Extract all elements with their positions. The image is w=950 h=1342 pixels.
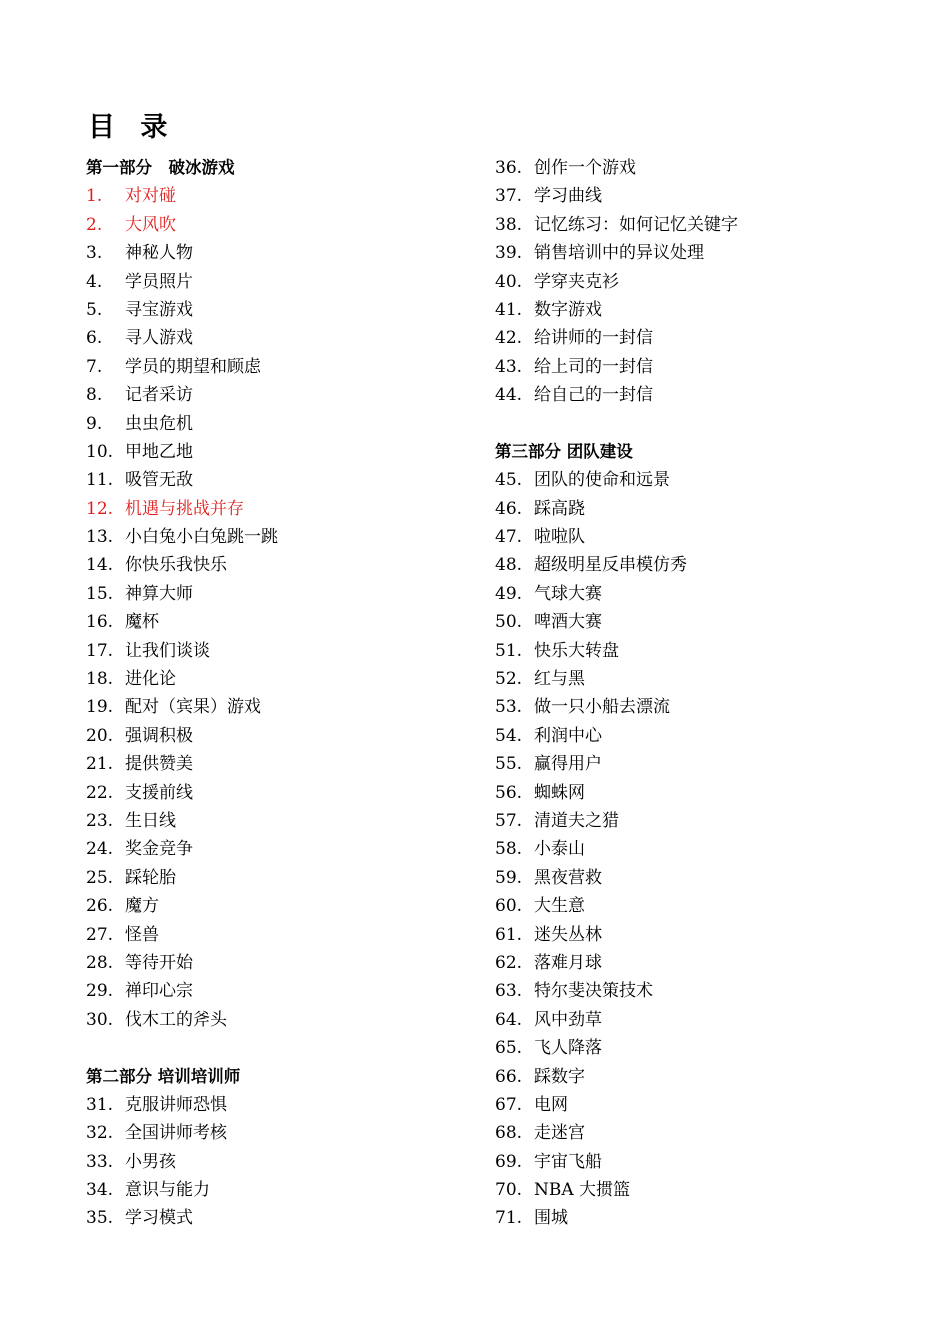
toc-right-column [495, 154, 895, 1233]
toc-item [86, 1006, 486, 1034]
toc-item-number: 5. [86, 299, 103, 320]
toc-item-number: 42. [495, 328, 523, 349]
toc-item-title: 生日线 [125, 810, 176, 831]
toc-item-number: 1. [86, 186, 103, 207]
toc-item-title: 围城 [534, 1208, 568, 1229]
toc-item-title: 伐木工的斧头 [125, 1009, 227, 1030]
toc-item-number: 37. [495, 186, 523, 207]
toc-item [86, 466, 486, 494]
toc-item-number: 35. [86, 1208, 114, 1229]
toc-item-title: 全国讲师考核 [125, 1123, 227, 1144]
toc-item-number: 36. [495, 158, 523, 178]
toc-item-title: 超级明星反串模仿秀 [534, 555, 687, 576]
toc-item [86, 324, 486, 352]
toc-item-number: 54. [495, 725, 523, 746]
toc-item [86, 296, 486, 324]
toc-item [86, 750, 486, 778]
toc-item-title: 配对（宾果）游戏 [125, 697, 261, 718]
toc-item-number: 10. [86, 441, 114, 462]
section-heading: 第三部分 团队建设 [495, 441, 633, 461]
toc-item-title: 学穿夹克衫 [534, 271, 619, 292]
toc-item-title: 对对碰 [125, 186, 176, 207]
toc-item-title: 啦啦队 [534, 527, 585, 548]
toc-item [495, 523, 895, 551]
toc-item-title: 神秘人物 [125, 243, 193, 264]
toc-item-number: 25. [86, 867, 114, 888]
toc-item-title: 落难月球 [534, 952, 602, 973]
toc-item-title: 提供赞美 [125, 754, 193, 775]
toc-item [495, 864, 895, 892]
toc-item-title: 踩轮胎 [125, 867, 176, 888]
toc-item-number: 41. [495, 299, 523, 320]
toc-item [495, 892, 895, 920]
toc-item-number: 7. [86, 356, 103, 377]
toc-item-number: 19. [86, 697, 114, 718]
toc-item-title: 小泰山 [534, 839, 585, 860]
toc-item-title: 寻宝游戏 [125, 299, 193, 320]
toc-item-title: 等待开始 [125, 952, 193, 973]
toc-item-number: 43. [495, 356, 523, 377]
toc-item-number: 69. [495, 1151, 523, 1172]
toc-item-number: 45. [495, 470, 523, 491]
toc-item-number: 47. [495, 527, 523, 548]
toc-item [86, 693, 486, 721]
toc-item [495, 1204, 895, 1232]
toc-item-title: 气球大赛 [534, 583, 602, 604]
toc-item-title: 寻人游戏 [125, 328, 193, 349]
toc-item [495, 353, 895, 381]
toc-item-title: 赢得用户 [534, 754, 602, 775]
toc-item [86, 864, 486, 892]
toc-item [86, 921, 486, 949]
toc-item-title: 大风吹 [125, 214, 176, 235]
toc-item-number: 11. [86, 470, 114, 491]
toc-item [86, 182, 486, 210]
toc-item [495, 1119, 895, 1147]
toc-item-title: 神算大师 [125, 583, 193, 604]
toc-item [86, 892, 486, 920]
toc-item [495, 807, 895, 835]
toc-item-title: 宇宙飞船 [534, 1151, 602, 1172]
toc-item-title: 魔方 [125, 896, 159, 917]
blank-line [495, 410, 895, 438]
toc-item-title: 团队的使命和远景 [534, 470, 670, 491]
toc-item-title: 特尔斐决策技术 [534, 981, 653, 1002]
toc-item-title: 销售培训中的异议处理 [534, 243, 704, 264]
toc-item-title: 踩数字 [534, 1066, 585, 1087]
toc-item-number: 18. [86, 669, 114, 690]
toc-item-title: 走迷宫 [534, 1123, 585, 1144]
toc-item-number: 51. [495, 640, 523, 661]
toc-item [86, 410, 486, 438]
toc-left-column [86, 154, 486, 1233]
toc-item-number: 23. [86, 810, 114, 831]
toc-item-title: 机遇与挑战并存 [125, 498, 244, 519]
toc-item-title: 意识与能力 [125, 1180, 210, 1201]
toc-item [495, 182, 895, 210]
toc-item-title: 让我们谈谈 [125, 640, 210, 661]
toc-item [495, 211, 895, 239]
toc-item-number: 40. [495, 271, 523, 292]
toc-item [495, 296, 895, 324]
toc-item-number: 17. [86, 640, 114, 661]
toc-item-number: 9. [86, 413, 103, 434]
toc-item-number: 46. [495, 498, 523, 519]
toc-item-number: 56. [495, 782, 523, 803]
toc-item-title: 进化论 [125, 669, 176, 690]
toc-item-number: 50. [495, 612, 523, 633]
toc-item [86, 779, 486, 807]
toc-item [495, 779, 895, 807]
toc-item-title: 清道夫之猎 [534, 810, 619, 831]
toc-item-number: 29. [86, 981, 114, 1002]
toc-item [86, 1119, 486, 1147]
toc-item-number: 34. [86, 1180, 114, 1201]
toc-item-number: 64. [495, 1009, 523, 1030]
toc-item [495, 921, 895, 949]
toc-item-number: 63. [495, 981, 523, 1002]
toc-item-number: 66. [495, 1066, 523, 1087]
toc-item-title: 小男孩 [125, 1151, 176, 1172]
toc-item-title: 给自己的一封信 [534, 385, 653, 406]
toc-item [495, 637, 895, 665]
toc-item-title: 魔杯 [125, 612, 159, 633]
toc-item [86, 495, 486, 523]
toc-item [495, 1006, 895, 1034]
toc-item-title: 怪兽 [125, 924, 159, 945]
toc-item [86, 438, 486, 466]
toc-item [86, 1176, 486, 1204]
toc-item [86, 239, 486, 267]
toc-item-number: 52. [495, 669, 523, 690]
toc-item [86, 608, 486, 636]
toc-item-number: 15. [86, 583, 114, 604]
toc-item [495, 1148, 895, 1176]
toc-item-number: 4. [86, 271, 103, 292]
toc-item-number: 44. [495, 385, 523, 406]
toc-item-number: 38. [495, 214, 523, 235]
toc-item [495, 495, 895, 523]
toc-item [495, 268, 895, 296]
toc-item-title: 踩高跷 [534, 498, 585, 519]
toc-item-number: 59. [495, 867, 523, 888]
toc-item-number: 24. [86, 839, 114, 860]
toc-item-title: 你快乐我快乐 [125, 555, 227, 576]
toc-item [86, 835, 486, 863]
toc-item-number: 27. [86, 924, 114, 945]
toc-item [86, 1091, 486, 1119]
section-heading: 第一部分 破冰游戏 [86, 158, 235, 177]
toc-item-title: 黑夜营救 [534, 867, 602, 888]
toc-item [86, 381, 486, 409]
toc-item-title: 禅印心宗 [125, 981, 193, 1002]
toc-item [495, 665, 895, 693]
toc-item-number: 8. [86, 385, 103, 406]
toc-item [86, 523, 486, 551]
toc-item-title: 创作一个游戏 [534, 158, 636, 178]
toc-item-number: 28. [86, 952, 114, 973]
toc-item [86, 1204, 486, 1232]
toc-item-number: 14. [86, 555, 114, 576]
toc-item [495, 750, 895, 778]
toc-item-number: 21. [86, 754, 114, 775]
toc-item-number: 12. [86, 498, 114, 519]
toc-item-number: 39. [495, 243, 523, 264]
toc-item [495, 1176, 895, 1204]
toc-item-number: 33. [86, 1151, 114, 1172]
toc-item [495, 835, 895, 863]
toc-item-title: 风中劲草 [534, 1009, 602, 1030]
toc-item-number: 58. [495, 839, 523, 860]
toc-item-title: 记者采访 [125, 385, 193, 406]
toc-item [86, 1148, 486, 1176]
toc-item-title: 快乐大转盘 [534, 640, 619, 661]
toc-item-number: 22. [86, 782, 114, 803]
toc-item [86, 551, 486, 579]
toc-item-number: 53. [495, 697, 523, 718]
toc-item [495, 551, 895, 579]
toc-item [495, 1091, 895, 1119]
toc-item [495, 154, 895, 182]
toc-item-title: 支援前线 [125, 782, 193, 803]
toc-item-title: 数字游戏 [534, 299, 602, 320]
toc-item [495, 239, 895, 267]
toc-item-title: 甲地乙地 [125, 441, 193, 462]
toc-item-title: 吸管无敌 [125, 470, 193, 491]
toc-item-number: 20. [86, 725, 114, 746]
toc-item [495, 324, 895, 352]
toc-item [495, 722, 895, 750]
toc-item [495, 381, 895, 409]
toc-item-title: 小白兔小白兔跳一跳 [125, 527, 278, 548]
toc-item-number: 6. [86, 328, 103, 349]
toc-item-title: 利润中心 [534, 725, 602, 746]
toc-item-title: 学习模式 [125, 1208, 193, 1229]
toc-item-title: 迷失丛林 [534, 924, 602, 945]
toc-item-title: 蜘蛛网 [534, 782, 585, 803]
toc-item-title: 飞人降落 [534, 1038, 602, 1059]
toc-item-number: 16. [86, 612, 114, 633]
toc-item-number: 68. [495, 1123, 523, 1144]
toc-item-title: 学习曲线 [534, 186, 602, 207]
toc-item-title: 给上司的一封信 [534, 356, 653, 377]
toc-item [495, 580, 895, 608]
toc-item-number: 55. [495, 754, 523, 775]
toc-item [86, 268, 486, 296]
toc-item-number: 60. [495, 896, 523, 917]
toc-item [86, 580, 486, 608]
toc-item-number: 67. [495, 1094, 523, 1115]
toc-item-title: 奖金竞争 [125, 839, 193, 860]
toc-item-number: 57. [495, 810, 523, 831]
toc-item-number: 2. [86, 214, 103, 235]
toc-item-number: 62. [495, 952, 523, 973]
toc-item [86, 637, 486, 665]
toc-item [86, 353, 486, 381]
toc-item [495, 466, 895, 494]
toc-item [86, 807, 486, 835]
toc-item [495, 1034, 895, 1062]
toc-item-title: 虫虫危机 [125, 413, 193, 434]
toc-item-title: 学员的期望和顾虑 [125, 356, 261, 377]
toc-item-title: 啤酒大赛 [534, 612, 602, 633]
toc-item-title: 大生意 [534, 896, 585, 917]
toc-item-title: 电网 [534, 1094, 568, 1115]
toc-item-number: 13. [86, 527, 114, 548]
toc-item [495, 608, 895, 636]
blank-line [86, 1034, 486, 1062]
toc-item-number: 71. [495, 1208, 523, 1229]
toc-item-title: NBA 大掼篮 [534, 1180, 631, 1201]
toc-item-title: 做一只小船去漂流 [534, 697, 670, 718]
toc-item-number: 70. [495, 1180, 523, 1201]
toc-item-title: 克服讲师恐惧 [125, 1094, 227, 1115]
toc-item-title: 强调积极 [125, 725, 193, 746]
toc-item [86, 722, 486, 750]
toc-item [495, 1063, 895, 1091]
toc-item-title: 记忆练习：如何记忆关键字 [534, 214, 738, 235]
toc-item-number: 49. [495, 583, 523, 604]
toc-item-number: 32. [86, 1123, 114, 1144]
toc-item-number: 48. [495, 555, 523, 576]
toc-item [86, 665, 486, 693]
toc-item-number: 3. [86, 243, 103, 264]
toc-item-title: 红与黑 [534, 669, 585, 690]
toc-item [495, 949, 895, 977]
toc-item [86, 949, 486, 977]
toc-item [86, 211, 486, 239]
toc-item-number: 65. [495, 1038, 523, 1059]
toc-item-number: 61. [495, 924, 523, 945]
page-title: 目 录 [88, 112, 176, 143]
toc-item-title: 学员照片 [125, 271, 193, 292]
section-heading: 第二部分 培训培训师 [86, 1066, 241, 1086]
toc-item-number: 26. [86, 896, 114, 917]
toc-item [495, 693, 895, 721]
toc-item [86, 977, 486, 1005]
toc-item-number: 31. [86, 1094, 114, 1115]
toc-item-number: 30. [86, 1009, 114, 1030]
toc-item [495, 977, 895, 1005]
toc-item-title: 给讲师的一封信 [534, 328, 653, 349]
